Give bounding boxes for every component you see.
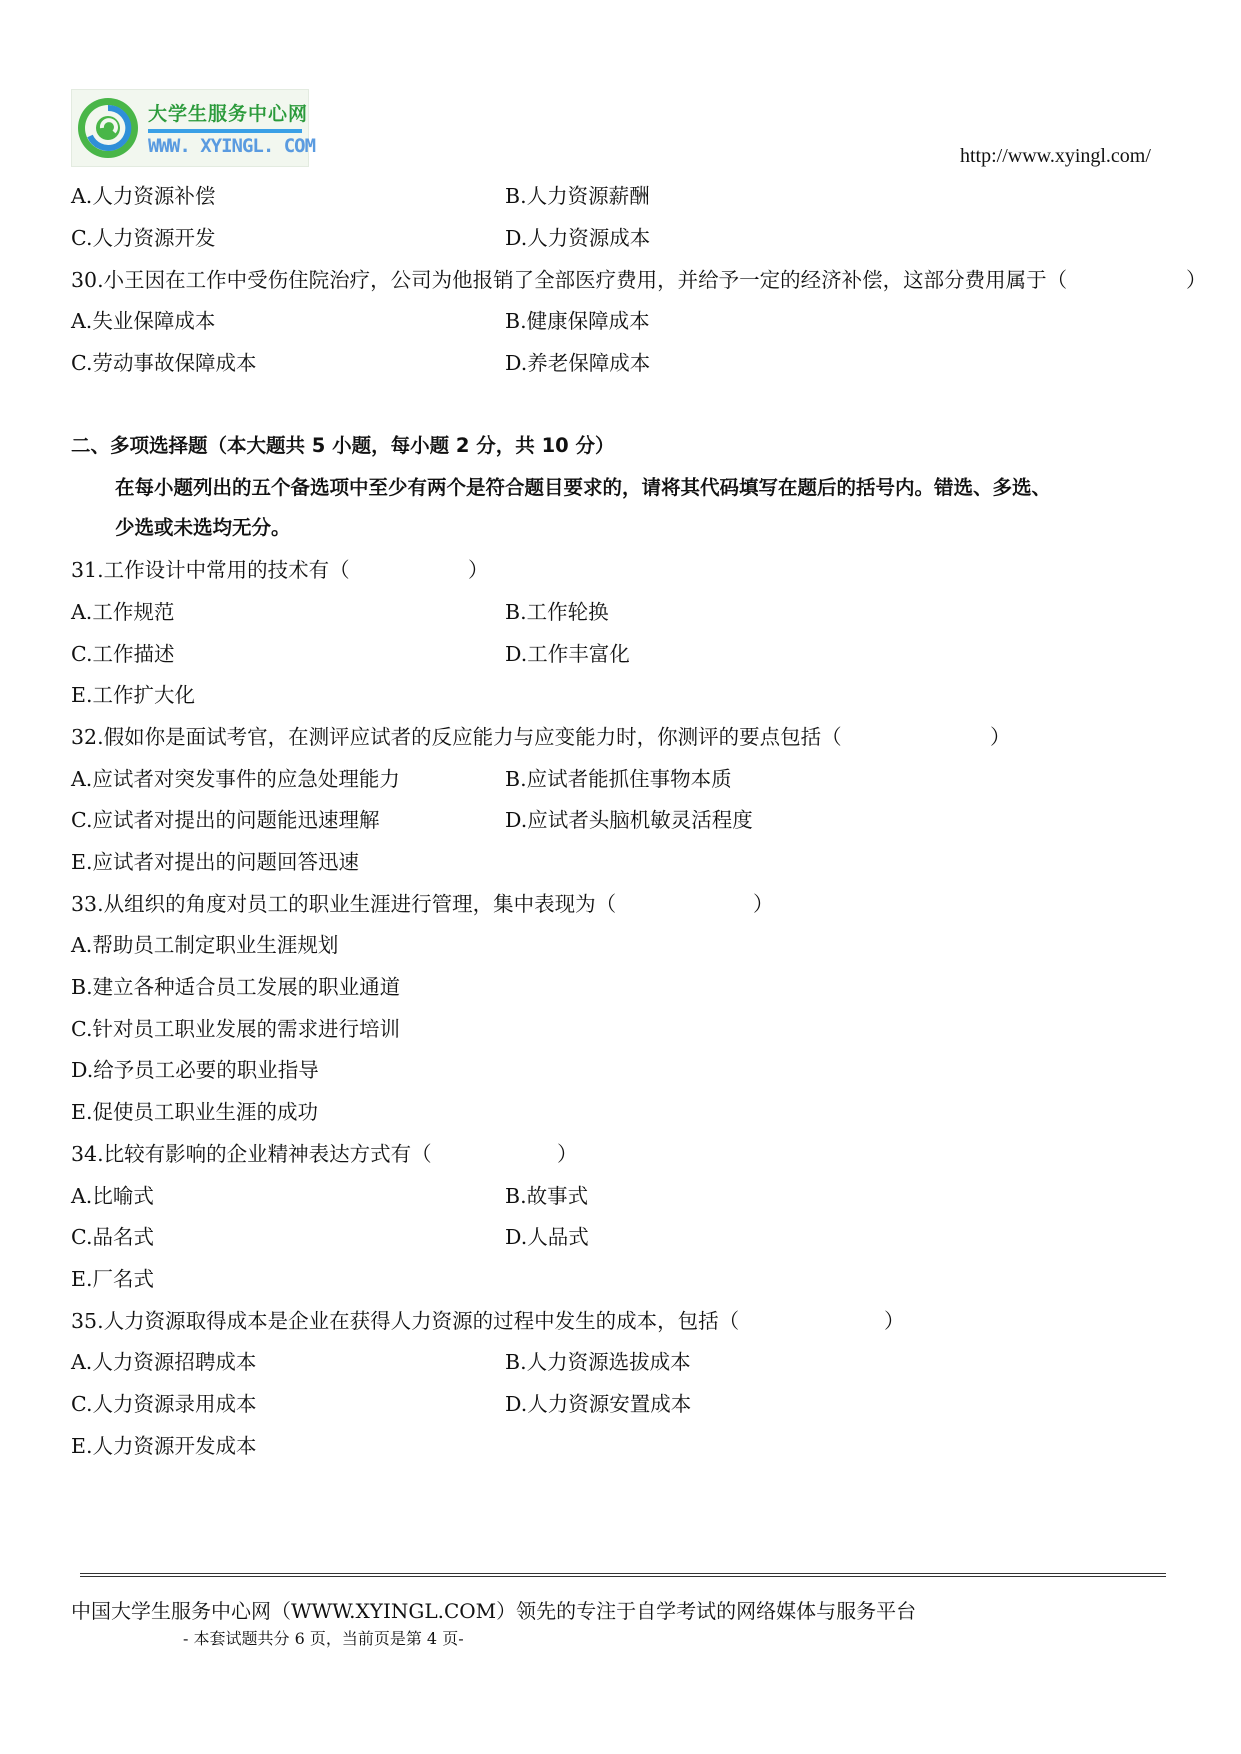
q30-option-d: D.养老保障成本 (505, 351, 651, 375)
q33-option-e: E.促使员工职业生涯的成功 (71, 1100, 318, 1124)
question-35-stem: 35.人力资源取得成本是企业在获得人力资源的过程中发生的成本，包括（ (71, 1309, 740, 1333)
q32-option-c: C.应试者对提出的问题能迅速理解 (71, 808, 380, 832)
section-2-instruction-2: 少选或未选均无分。 (115, 516, 291, 539)
question-34-stem: 34.比较有影响的企业精神表达方式有（ (71, 1142, 432, 1166)
question-31-bracket: ） (468, 558, 489, 582)
q35-option-e: E.人力资源开发成本 (71, 1434, 257, 1458)
q34-option-c: C.品名式 (71, 1225, 154, 1249)
q35-option-a: A.人力资源招聘成本 (71, 1350, 257, 1374)
question-32-bracket: ） (990, 725, 1011, 749)
logo-title-en: WWW. XYINGL. COM (148, 135, 316, 157)
q33-option-b: B.建立各种适合员工发展的职业通道 (71, 975, 401, 999)
q33-option-d: D.给予员工必要的职业指导 (71, 1058, 319, 1082)
q32-option-a: A.应试者对突发事件的应急处理能力 (71, 767, 400, 791)
q30-option-b: B.健康保障成本 (505, 309, 650, 333)
q31-option-a: A.工作规范 (71, 600, 175, 624)
q31-option-d: D.工作丰富化 (505, 642, 630, 666)
option-d: D.人力资源成本 (505, 226, 651, 250)
q31-option-c: C.工作描述 (71, 642, 175, 666)
option-c: C.人力资源开发 (71, 226, 216, 250)
section-2-heading: 二、多项选择题（本大题共 5 小题，每小题 2 分，共 10 分） (71, 434, 615, 457)
header-url[interactable]: http://www.xyingl.com/ (960, 145, 1151, 167)
q33-option-c: C.针对员工职业发展的需求进行培训 (71, 1017, 400, 1041)
footer-divider (80, 1573, 1166, 1577)
question-35-bracket: ） (884, 1309, 905, 1333)
q34-option-a: A.比喻式 (71, 1184, 154, 1208)
question-33-bracket: ） (753, 892, 774, 916)
question-30-bracket: ） (1186, 268, 1207, 292)
q32-option-b: B.应试者能抓住事物本质 (505, 767, 732, 791)
q31-option-e: E.工作扩大化 (71, 683, 195, 707)
q34-option-b: B.故事式 (505, 1184, 589, 1208)
question-32-stem: 32.假如你是面试考官，在测评应试者的反应能力与应变能力时，你测评的要点包括（ (71, 725, 842, 749)
q34-option-d: D.人品式 (505, 1225, 589, 1249)
footer-site-line: 中国大学生服务中心网（WWW.XYINGL.COM）领先的专注于自学考试的网络媒体与服务平台 (71, 1599, 917, 1623)
q32-option-e: E.应试者对提出的问题回答迅速 (71, 850, 359, 874)
section-2-instruction-1: 在每小题列出的五个备选项中至少有两个是符合题目要求的，请将其代码填写在题后的括号内。错选、多选、 (115, 476, 1052, 499)
q32-option-d: D.应试者头脑机敏灵活程度 (505, 808, 753, 832)
q31-option-b: B.工作轮换 (505, 600, 609, 624)
q30-option-a: A.失业保障成本 (71, 309, 216, 333)
q35-option-b: B.人力资源选拔成本 (505, 1350, 691, 1374)
q33-option-a: A.帮助员工制定职业生涯规划 (71, 933, 339, 957)
q30-option-c: C.劳动事故保障成本 (71, 351, 257, 375)
q34-option-e: E.厂名式 (71, 1267, 154, 1291)
question-33-stem: 33.从组织的角度对员工的职业生涯进行管理，集中表现为（ (71, 892, 617, 916)
question-30-stem: 30.小王因在工作中受伤住院治疗，公司为他报销了全部医疗费用，并给予一定的经济补偿，这部分费用属于（ (71, 268, 1068, 292)
q35-option-c: C.人力资源录用成本 (71, 1392, 257, 1416)
option-a: A.人力资源补偿 (71, 184, 216, 208)
logo-title-cn: 大学生服务中心网 (148, 103, 309, 125)
swirl-logo-icon (76, 96, 140, 160)
logo-divider (148, 129, 302, 133)
q35-option-d: D.人力资源安置成本 (505, 1392, 692, 1416)
option-b: B.人力资源薪酬 (505, 184, 650, 208)
question-34-bracket: ） (557, 1142, 578, 1166)
footer-page-info: - 本套试题共分 6 页，当前页是第 4 页- (183, 1629, 464, 1648)
question-31-stem: 31.工作设计中常用的技术有（ (71, 558, 350, 582)
site-logo (71, 89, 316, 167)
